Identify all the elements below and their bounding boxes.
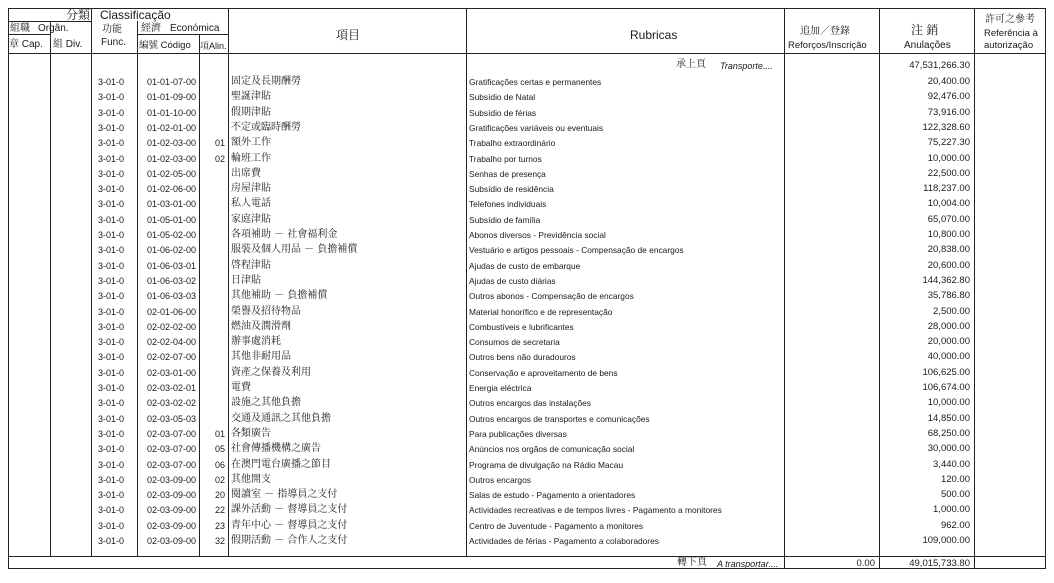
row-codigo: 01-02-05-00 (147, 168, 197, 179)
row-codigo: 02-03-09-00 (147, 505, 197, 516)
row-anulacoes: 144,362.80 (922, 274, 970, 286)
row-func: 3-01-0 (98, 337, 125, 348)
row-func: 3-01-0 (98, 138, 125, 149)
table-row (8, 457, 1046, 472)
table-row (8, 135, 1046, 150)
table-row (8, 105, 1046, 120)
row-alin: 20 (215, 490, 226, 501)
row-anulacoes: 10,000.00 (927, 152, 970, 164)
row-anulacoes: 20,838.00 (927, 244, 970, 256)
row-func: 3-01-0 (98, 107, 125, 118)
table-row (8, 227, 1046, 242)
header-funcional-pt: Func. (101, 37, 127, 48)
carry-in-anulacoes: 47,531,266.30 (909, 60, 970, 71)
row-anulacoes: 22,500.00 (927, 167, 970, 179)
row-rubrica: Salas de estudo - Pagamento a orientadores (469, 490, 636, 501)
row-rubrica: Combustíveis e lubrificantes (469, 321, 574, 332)
table-row (8, 395, 1046, 410)
table-row (8, 380, 1046, 395)
row-codigo: 01-03-01-00 (147, 199, 197, 210)
row-codigo: 02-03-09-00 (147, 520, 197, 531)
table-row (8, 518, 1046, 533)
row-anulacoes: 10,800.00 (927, 229, 970, 240)
row-func: 3-01-0 (98, 383, 125, 393)
row-alin: 01 (215, 428, 226, 439)
row-item-zh: 設施之其他負擔 (231, 397, 301, 409)
row-anulacoes: 3,440.00 (933, 458, 970, 470)
row-codigo: 01-01-09-00 (147, 92, 197, 103)
table-row (8, 426, 1046, 441)
row-rubrica: Conservação e aproveitamento de bens (469, 367, 618, 378)
row-anulacoes: 10,000.00 (927, 397, 970, 409)
row-item-zh: 家庭津貼 (231, 213, 271, 225)
table-row (8, 487, 1046, 502)
row-rubrica: Telefones individuais (469, 199, 547, 210)
row-func: 3-01-0 (98, 275, 125, 286)
row-func: 3-01-0 (98, 413, 125, 424)
header-reforcos-pt: Reforços/Inscrição (788, 40, 867, 51)
budget-table (8, 8, 1046, 569)
table-border-bottom (8, 568, 1046, 569)
row-item-zh: 出席費 (231, 167, 261, 179)
row-item-zh: 其他非耐用品 (231, 351, 291, 363)
row-func: 3-01-0 (98, 474, 125, 485)
row-item-zh: 燃油及潤滑劑 (231, 320, 291, 332)
row-rubrica: Actividades de férias - Pagamento a colaboradores (469, 536, 659, 546)
header-alin: 項Alin. (200, 41, 227, 51)
row-rubrica: Subsídio de férias (469, 107, 537, 118)
row-item-zh: 各項補助 － 社會福利金 (231, 229, 338, 240)
table-row (8, 533, 1046, 548)
table-row (8, 411, 1046, 426)
row-rubrica: Abonos diversos - Previdência social (469, 230, 606, 240)
row-func: 3-01-0 (98, 260, 125, 271)
row-item-zh: 日津貼 (231, 274, 261, 286)
row-anulacoes: 106,674.00 (922, 382, 970, 393)
row-alin: 02 (215, 153, 226, 164)
header-div: 組 Div. (53, 39, 83, 50)
row-alin: 32 (215, 536, 226, 546)
row-item-zh: 辦事處消耗 (231, 336, 281, 348)
header-referencia-pt2: autorização (984, 40, 1034, 51)
row-anulacoes: 14,850.00 (927, 412, 970, 424)
table-row (8, 304, 1046, 319)
row-func: 3-01-0 (98, 199, 125, 210)
row-codigo: 02-03-01-00 (147, 367, 197, 378)
table-row (8, 273, 1046, 288)
row-anulacoes: 20,600.00 (927, 259, 970, 271)
row-codigo: 02-03-02-02 (147, 398, 197, 409)
table-row (8, 89, 1046, 104)
row-codigo: 01-05-01-00 (147, 214, 197, 225)
row-rubrica: Subsídio de residência (469, 184, 554, 195)
table-row (8, 120, 1046, 135)
row-rubrica: Senhas de presença (469, 168, 546, 179)
row-anulacoes: 122,328.60 (922, 121, 970, 133)
row-codigo: 01-05-02-00 (147, 230, 197, 240)
table-row (8, 365, 1046, 380)
row-rubrica: Trabalho por turnos (469, 153, 542, 164)
row-rubrica: Outros bens não duradouros (469, 352, 576, 363)
row-item-zh: 閱讀室 － 指導員之支付 (231, 489, 338, 501)
row-func: 3-01-0 (98, 536, 125, 546)
row-anulacoes: 30,000.00 (927, 443, 970, 455)
row-func: 3-01-0 (98, 428, 125, 439)
row-item-zh: 資產之保養及利用 (231, 366, 311, 378)
footer-rule (8, 556, 1046, 557)
header-reforcos-zh: 追加／登錄 (800, 26, 850, 37)
row-rubrica: Gratificações variáveis ou eventuais (469, 122, 604, 133)
carry-out-anulacoes: 49,015,733.80 (909, 558, 970, 569)
row-rubrica: Para publicações diversas (469, 428, 567, 439)
row-rubrica: Outros abonos - Compensação de encargos (469, 291, 634, 302)
row-func: 3-01-0 (98, 153, 125, 164)
row-alin: 23 (215, 520, 226, 531)
header-economica-zh: 經濟 (141, 23, 161, 34)
table-row (8, 166, 1046, 181)
row-codigo: 02-03-09-00 (147, 490, 197, 501)
row-item-zh: 各類廣告 (231, 427, 271, 439)
row-func: 3-01-0 (98, 245, 125, 256)
row-codigo: 02-03-07-00 (147, 459, 197, 470)
row-func: 3-01-0 (98, 321, 125, 332)
row-func: 3-01-0 (98, 291, 125, 302)
row-anulacoes: 106,625.00 (922, 366, 970, 378)
row-rubrica: Trabalho extraordinário (469, 138, 556, 149)
row-anulacoes: 40,000.00 (927, 351, 970, 363)
row-codigo: 02-01-06-00 (147, 306, 197, 317)
header-organica-zh: 組職 (10, 23, 30, 34)
row-anulacoes: 68,250.00 (927, 427, 970, 439)
row-codigo: 01-06-02-00 (147, 245, 197, 256)
header-rubricas: Rubricas (630, 28, 678, 42)
row-rubrica: Consumos de secretaria (469, 337, 560, 348)
row-item-zh: 服裝及個人用品 － 負擔補償 (231, 244, 358, 256)
row-func: 3-01-0 (98, 230, 125, 240)
table-row (8, 349, 1046, 364)
row-rubrica: Subsídio de família (469, 214, 541, 225)
header-anulacoes-zh: 注 銷 (911, 23, 939, 37)
header-codigo: 編號 Código (139, 40, 191, 51)
row-item-zh: 在澳門電台廣播之節目 (231, 458, 331, 470)
row-rubrica: Outros encargos (469, 474, 531, 485)
row-anulacoes: 2,500.00 (933, 305, 970, 317)
row-func: 3-01-0 (98, 92, 125, 103)
row-item-zh: 輪班工作 (231, 152, 271, 164)
row-codigo: 01-02-01-00 (147, 122, 197, 133)
row-item-zh: 電費 (231, 382, 251, 393)
row-anulacoes: 92,476.00 (927, 91, 970, 103)
row-codigo: 02-02-07-00 (147, 352, 197, 363)
row-codigo: 01-06-03-01 (147, 260, 197, 271)
row-anulacoes: 962.00 (940, 519, 970, 531)
row-item-zh: 其他開支 (231, 473, 271, 485)
table-row (8, 242, 1046, 257)
row-rubrica: Programa de divulgação na Rádio Macau (469, 459, 624, 470)
row-item-zh: 固定及長期酬勞 (231, 76, 301, 87)
row-codigo: 02-03-05-03 (147, 413, 197, 424)
row-anulacoes: 120.00 (940, 473, 970, 485)
row-item-zh: 青年中心 － 督導員之支付 (231, 519, 348, 531)
row-func: 3-01-0 (98, 306, 125, 317)
row-func: 3-01-0 (98, 505, 125, 516)
carry-in-label-pt: Transporte.... (720, 61, 773, 71)
table-row (8, 181, 1046, 196)
row-codigo: 01-02-03-00 (147, 138, 197, 149)
row-rubrica: Energia eléctrica (469, 383, 532, 393)
header-referencia-pt1: Referência à (984, 28, 1038, 39)
row-rubrica: Material honorífico e de representação (469, 306, 613, 317)
header-rule-bottom (8, 53, 1046, 54)
header-classificacao-pt: Classificação (100, 8, 171, 22)
row-func: 3-01-0 (98, 398, 125, 409)
table-row (8, 441, 1046, 456)
row-codigo: 01-06-03-02 (147, 275, 197, 286)
header-classificacao-zh: 分類 (66, 8, 91, 22)
row-rubrica: Subsídio de Natal (469, 92, 536, 103)
header-referencia-zh: 許可之參考 (985, 14, 1035, 25)
row-alin: 02 (215, 474, 226, 485)
carry-in-label-zh: 承上頁 (676, 59, 706, 70)
table-row (8, 196, 1046, 211)
header-economica-pt: Económica (170, 23, 220, 34)
row-alin: 06 (215, 459, 226, 470)
row-item-zh: 交通及通訊之其他負擔 (231, 412, 331, 424)
row-item-zh: 聖誕津貼 (231, 91, 271, 103)
row-rubrica: Anúncios nos orgãos de comunicação social (469, 444, 635, 455)
carry-out-label-pt: A transportar.... (717, 559, 779, 569)
row-codigo: 02-02-04-00 (147, 337, 197, 348)
row-anulacoes: 28,000.00 (927, 320, 970, 332)
table-row (8, 288, 1046, 303)
row-anulacoes: 73,916.00 (927, 106, 970, 118)
row-item-zh: 額外工作 (231, 137, 271, 149)
table-row (8, 472, 1046, 487)
row-anulacoes: 35,786.80 (927, 290, 970, 302)
row-codigo: 02-02-02-00 (147, 321, 197, 332)
header-items-zh: 項目 (336, 28, 361, 42)
row-codigo: 02-03-09-00 (147, 536, 197, 546)
row-alin: 22 (215, 505, 226, 516)
table-row (8, 151, 1046, 166)
row-func: 3-01-0 (98, 168, 125, 179)
row-rubrica: Outros encargos das instalações (469, 398, 591, 409)
row-anulacoes: 20,000.00 (927, 336, 970, 348)
row-func: 3-01-0 (98, 352, 125, 363)
table-row (8, 334, 1046, 349)
row-codigo: 01-02-06-00 (147, 184, 197, 195)
row-rubrica: Vestuário e artigos pessoais - Compensação de encargos (469, 245, 684, 256)
row-codigo: 02-03-07-00 (147, 444, 197, 455)
row-rubrica: Centro de Juventude - Pagamento a monitores (469, 520, 644, 531)
row-alin: 01 (215, 138, 226, 149)
row-item-zh: 私人電話 (231, 198, 271, 210)
row-func: 3-01-0 (98, 520, 125, 531)
row-codigo: 02-03-09-00 (147, 474, 197, 485)
row-codigo: 02-03-07-00 (147, 428, 197, 439)
row-alin: 05 (215, 444, 226, 455)
table-row (8, 258, 1046, 273)
carry-out-label-zh: 轉下頁 (677, 557, 707, 568)
row-anulacoes: 75,227.30 (927, 137, 970, 149)
header-anulacoes-pt: Anulações (904, 40, 951, 51)
row-item-zh: 課外活動 － 督導員之支付 (231, 504, 348, 516)
row-func: 3-01-0 (98, 122, 125, 133)
row-func: 3-01-0 (98, 444, 125, 455)
row-func: 3-01-0 (98, 77, 125, 87)
header-cap: 章 Cap. (9, 39, 43, 50)
row-item-zh: 房屋津貼 (231, 183, 271, 195)
row-rubrica: Ajudas de custo de embarque (469, 260, 581, 271)
row-func: 3-01-0 (98, 184, 125, 195)
row-func: 3-01-0 (98, 459, 125, 470)
row-codigo: 01-06-03-03 (147, 291, 197, 302)
row-item-zh: 啓程津貼 (231, 259, 271, 271)
row-anulacoes: 20,400.00 (927, 76, 970, 87)
row-codigo: 02-03-02-01 (147, 383, 197, 393)
row-item-zh: 假期津貼 (231, 106, 271, 118)
row-func: 3-01-0 (98, 214, 125, 225)
row-item-zh: 假期活動 － 合作人之支付 (231, 535, 348, 546)
header-organica-pt: Orgân. (38, 23, 69, 34)
row-anulacoes: 1,000.00 (933, 504, 970, 516)
row-item-zh: 其他補助 － 負擔補償 (231, 290, 328, 302)
row-item-zh: 不定或臨時酬勞 (231, 121, 301, 133)
row-rubrica: Actividades recreativas e de tempos livres - Pagamento a monitores (469, 505, 722, 516)
carry-out-reforcos: 0.00 (856, 558, 875, 569)
table-row (8, 74, 1046, 89)
row-anulacoes: 65,070.00 (927, 213, 970, 225)
table-row (8, 319, 1046, 334)
row-codigo: 01-01-07-00 (147, 77, 197, 87)
row-rubrica: Gratificações certas e permanentes (469, 77, 602, 87)
row-item-zh: 榮譽及招待物品 (231, 305, 301, 317)
row-rubrica: Ajudas de custo diárias (469, 275, 556, 286)
header-funcional-zh: 功能 (102, 24, 122, 35)
row-item-zh: 社會傳播機構之廣告 (231, 443, 321, 455)
table-row (8, 212, 1046, 227)
row-anulacoes: 10,004.00 (927, 198, 970, 210)
row-codigo: 01-01-10-00 (147, 107, 197, 118)
row-func: 3-01-0 (98, 367, 125, 378)
row-codigo: 01-02-03-00 (147, 153, 197, 164)
row-anulacoes: 118,237.00 (923, 183, 970, 195)
row-func: 3-01-0 (98, 490, 125, 501)
table-row (8, 502, 1046, 517)
row-anulacoes: 500.00 (940, 489, 970, 501)
row-rubrica: Outros encargos de transportes e comunicações (469, 413, 650, 424)
row-anulacoes: 109,000.00 (922, 535, 970, 546)
